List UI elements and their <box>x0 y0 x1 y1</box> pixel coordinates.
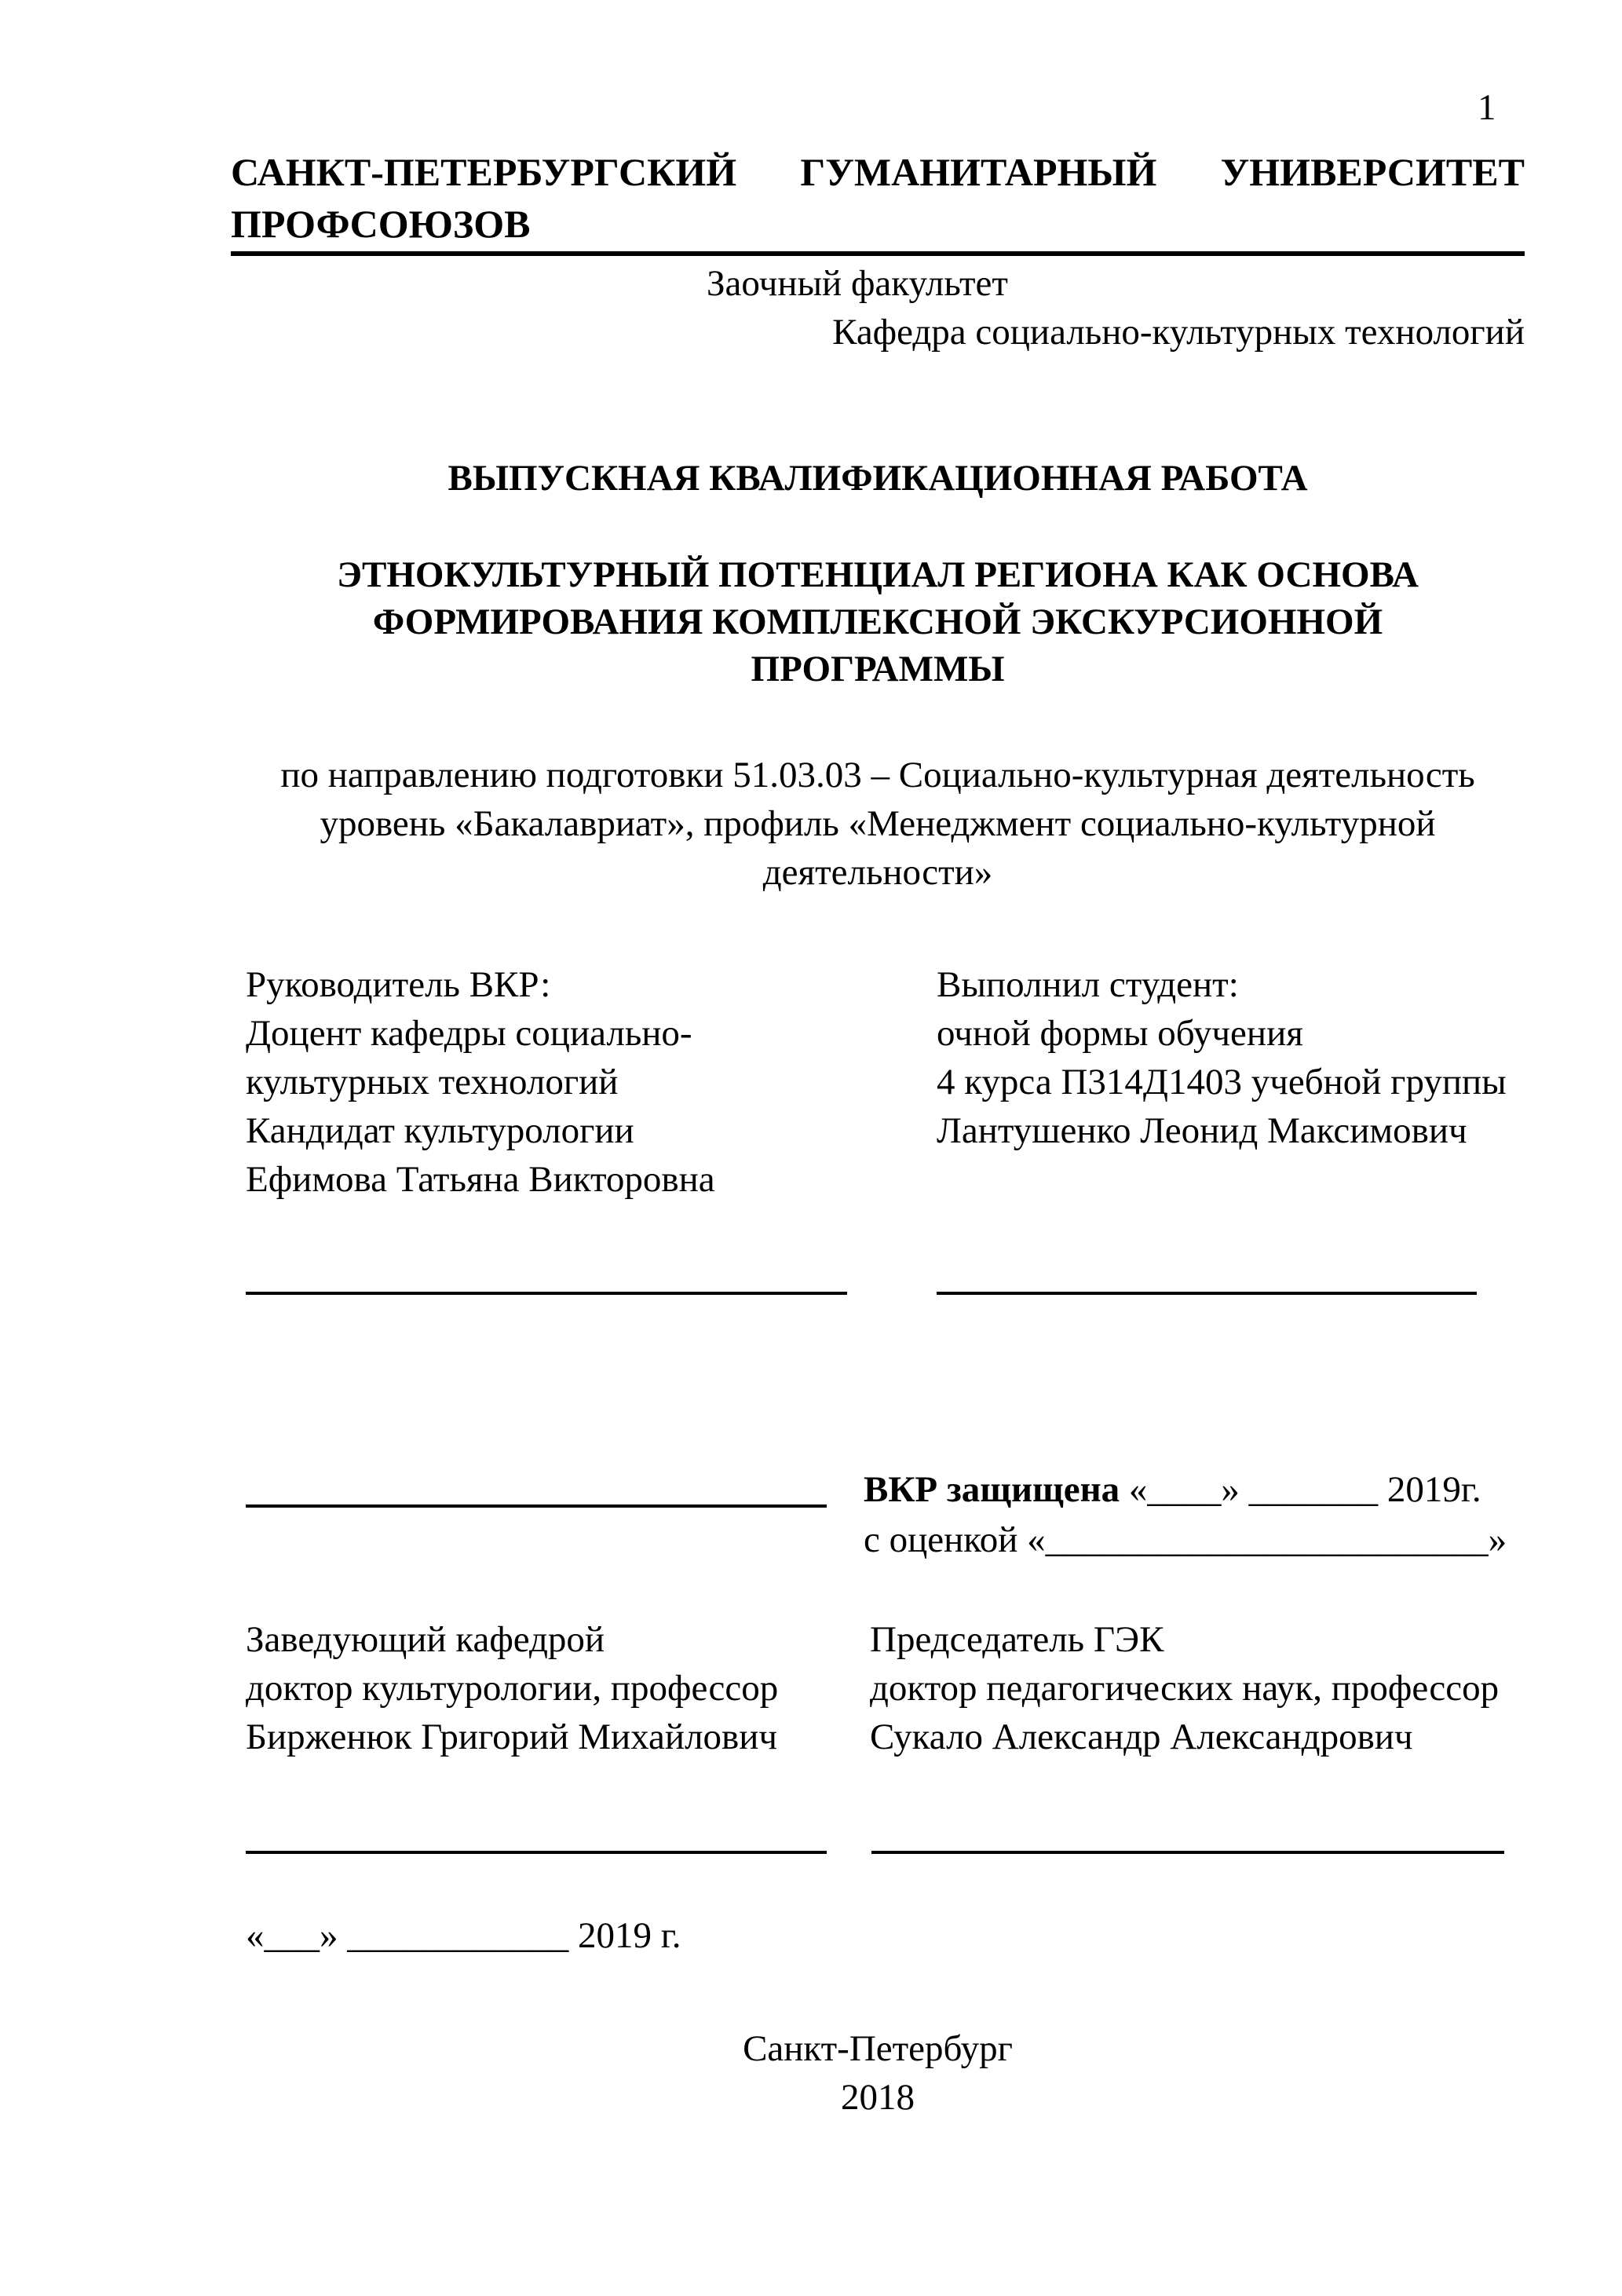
university-header <box>231 146 1525 256</box>
work-title-line: ЭТНОКУЛЬТУРНЫЙ ПОТЕНЦИАЛ РЕГИОНА КАК ОСНОВА <box>337 554 1419 595</box>
program-description <box>231 751 1525 897</box>
work-title <box>231 551 1525 693</box>
department-head-line: Бирженюк Григорий Михайлович <box>246 1717 778 1757</box>
gek-chair-line: доктор педагогических наук, профессор <box>870 1668 1500 1709</box>
supervisor-line: культурных технологий <box>246 1062 619 1102</box>
student-label: Выполнил студент: <box>937 964 1239 1005</box>
page-number: 1 <box>1478 87 1496 128</box>
supervisor-line: Доцент кафедры социально- <box>246 1013 692 1054</box>
student-line: 4 курса П314Д1403 учебной группы <box>937 1062 1507 1102</box>
defense-date-line <box>864 1465 1481 1514</box>
defense-date-blank: «____» _______ 2019г. <box>1120 1469 1481 1510</box>
supervisor-label: Руководитель ВКР: <box>246 964 551 1005</box>
program-line: по направлению подготовки 51.03.03 – Социально-культурная деятельность <box>280 755 1475 795</box>
department-head-line: доктор культурологии, профессор <box>246 1668 779 1709</box>
footer-year: 2018 <box>841 2077 915 2118</box>
university-word-2: ГУМАНИТАРНЫЙ <box>800 150 1157 194</box>
program-line: уровень «Бакалавриат», профиль «Менеджмент социально-культурной <box>320 803 1436 844</box>
program-line: деятельности» <box>762 852 993 893</box>
supervisor-signature-line <box>246 1292 847 1295</box>
work-title-line: ФОРМИРОВАНИЯ КОМПЛЕКСНОЙ ЭКСКУРСИОННОЙ <box>372 601 1383 642</box>
university-word-1: САНКТ-ПЕТЕРБУРГСКИЙ <box>231 150 737 194</box>
student-line: Лантушенко Леонид Максимович <box>937 1110 1467 1151</box>
date-blank-line: «___» ____________ 2019 г. <box>246 1915 681 1956</box>
work-title-line: ПРОГРАММЫ <box>751 649 1005 689</box>
department-head-line: Заведующий кафедрой <box>246 1619 605 1660</box>
supervisor-line: Кандидат культурологии <box>246 1110 634 1151</box>
gek-chair-line: Сукало Александр Александрович <box>870 1717 1413 1757</box>
supervisor-block <box>246 960 715 1204</box>
gek-chair-signature-line <box>871 1851 1504 1854</box>
left-signature-line <box>246 1504 827 1508</box>
faculty-name: Заочный факультет <box>707 263 1008 304</box>
student-signature-line <box>937 1292 1477 1295</box>
university-name-line1 <box>231 146 1525 198</box>
university-name-line2: ПРОФСОЮЗОВ <box>231 202 531 246</box>
department-head-block <box>246 1615 778 1761</box>
university-word-3: УНИВЕРСИТЕТ <box>1220 150 1525 194</box>
supervisor-line: Ефимова Татьяна Викторовна <box>246 1159 715 1200</box>
department-head-signature-line <box>246 1851 827 1854</box>
defense-label: ВКР защищена <box>864 1469 1120 1510</box>
defense-grade-line: с оценкой «________________________» <box>864 1519 1507 1560</box>
gek-chair-line: Председатель ГЭК <box>870 1619 1164 1660</box>
work-type-heading: ВЫПУСКНАЯ КВАЛИФИКАЦИОННАЯ РАБОТА <box>448 458 1308 499</box>
footer-city: Санкт-Петербург <box>743 2028 1013 2069</box>
gek-chair-block <box>870 1615 1499 1761</box>
student-line: очной формы обучения <box>937 1013 1303 1054</box>
student-block <box>937 960 1507 1155</box>
department-name: Кафедра социально-культурных технологий <box>832 312 1525 353</box>
